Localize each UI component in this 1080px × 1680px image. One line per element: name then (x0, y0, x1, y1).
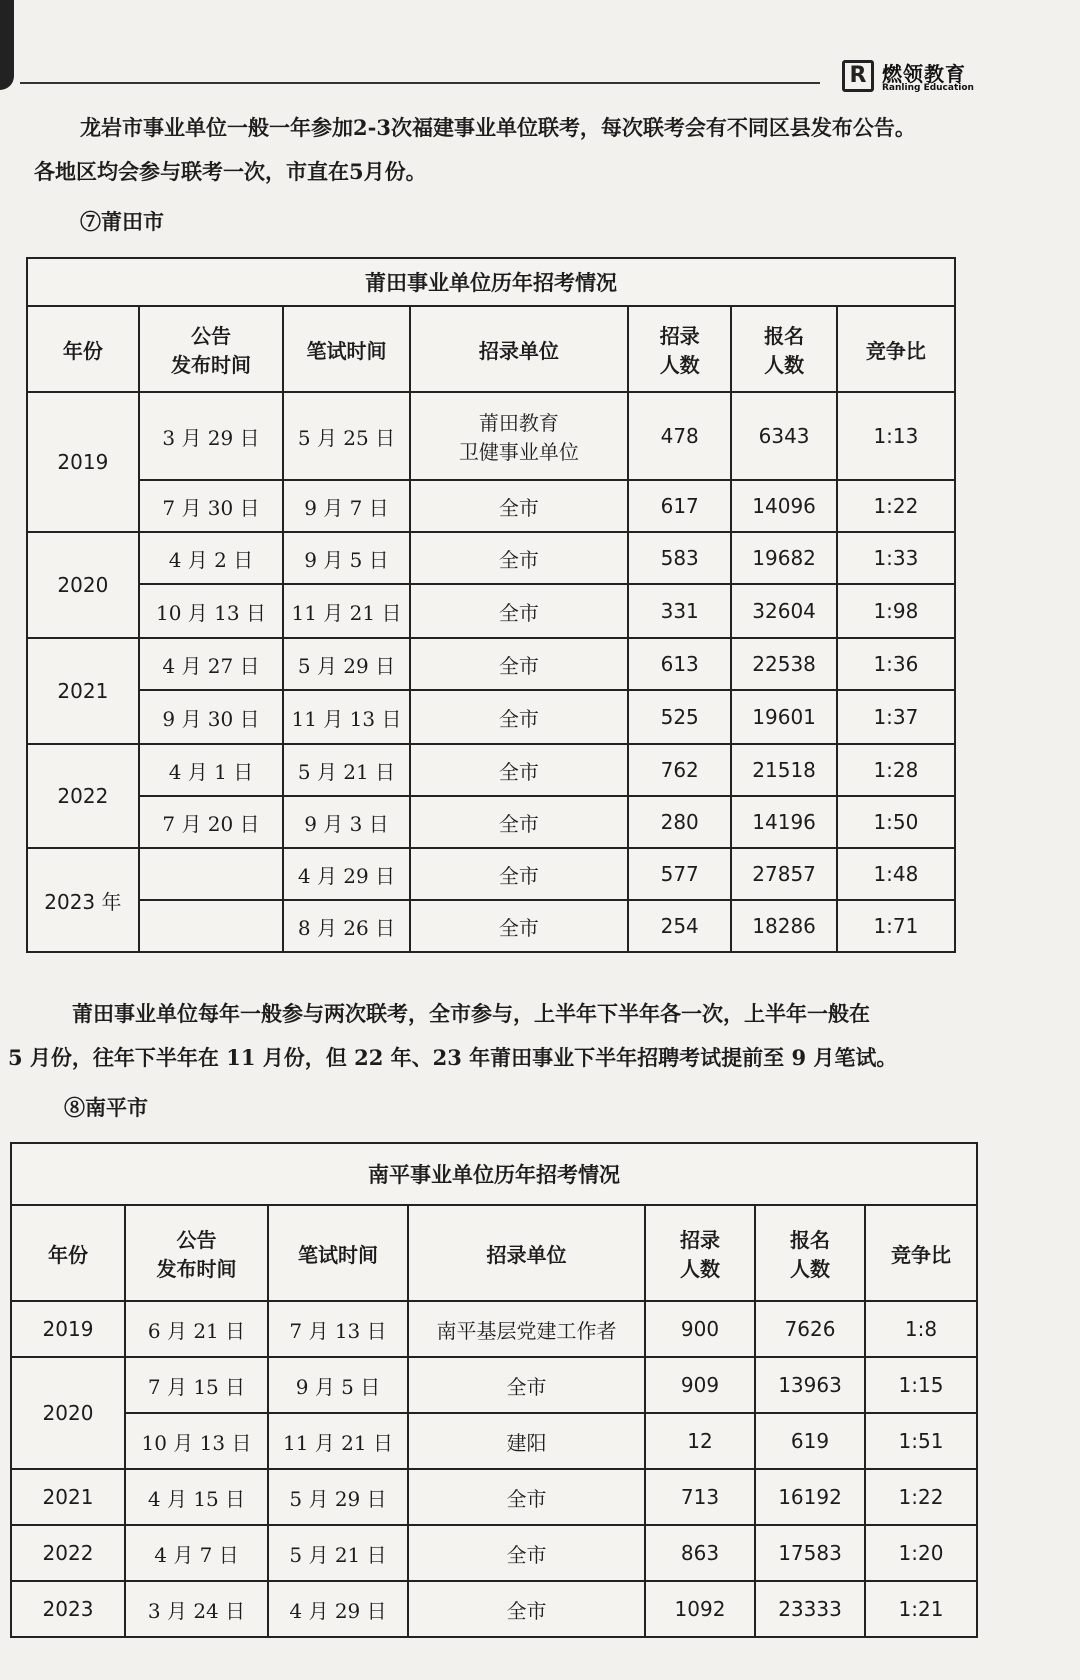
ratio-cell: 1:22 (837, 480, 955, 532)
ratio-cell: 1:28 (837, 744, 955, 796)
year-cell: 2023 (11, 1581, 125, 1637)
ratio-cell: 1:48 (837, 848, 955, 900)
year-cell: 2019 (27, 392, 139, 532)
recruit-cell: 525 (628, 690, 731, 744)
exam-cell: 4 月 29 日 (268, 1581, 408, 1637)
recruit-cell: 1092 (645, 1581, 755, 1637)
year-cell: 2022 (27, 744, 139, 848)
year-cell: 2020 (27, 532, 139, 638)
table-row (27, 690, 955, 744)
apply-cell: 22538 (731, 638, 836, 690)
recruit-cell: 577 (628, 848, 731, 900)
apply-cell: 19682 (731, 532, 836, 584)
exam-cell: 11 月 21 日 (283, 584, 410, 638)
unit-cell: 全市 (410, 744, 628, 796)
announce-cell: 4 月 27 日 (139, 638, 283, 690)
table-row (27, 638, 955, 690)
recruit-cell: 762 (628, 744, 731, 796)
table-row (27, 584, 955, 638)
recruit-cell: 331 (628, 584, 731, 638)
logo-subtitle: Ranling Education (882, 83, 974, 93)
col-exam: 笔试时间 (268, 1205, 408, 1301)
apply-cell: 7626 (755, 1301, 865, 1357)
exam-cell: 5 月 21 日 (283, 744, 410, 796)
logo-icon: R (842, 60, 874, 92)
unit-cell: 全市 (410, 690, 628, 744)
unit-cell: 全市 (408, 1357, 645, 1413)
ratio-cell: 1:50 (837, 796, 955, 848)
year-cell: 2021 (27, 638, 139, 744)
apply-cell: 13963 (755, 1357, 865, 1413)
apply-cell: 6343 (731, 392, 836, 480)
table-row (27, 392, 955, 480)
unit-cell: 全市 (410, 532, 628, 584)
apply-cell: 19601 (731, 690, 836, 744)
year-cell: 2023 年 (27, 848, 139, 952)
table-row (27, 900, 955, 952)
table-row (11, 1525, 977, 1581)
page-corner-decoration (0, 0, 14, 90)
announce-cell (139, 900, 283, 952)
table-row (27, 848, 955, 900)
unit-cell: 全市 (408, 1581, 645, 1637)
col-recruit: 招录 人数 (645, 1205, 755, 1301)
recruit-cell: 478 (628, 392, 731, 480)
unit-cell: 全市 (408, 1469, 645, 1525)
col-year: 年份 (27, 306, 139, 392)
announce-cell: 4 月 15 日 (125, 1469, 268, 1525)
recruit-cell: 280 (628, 796, 731, 848)
col-year: 年份 (11, 1205, 125, 1301)
apply-cell: 23333 (755, 1581, 865, 1637)
ratio-cell: 1:33 (837, 532, 955, 584)
table-row (27, 480, 955, 532)
ratio-cell: 1:71 (837, 900, 955, 952)
col-recruit: 招录 人数 (628, 306, 731, 392)
recruit-cell: 12 (645, 1413, 755, 1469)
putian-header-row (27, 306, 955, 392)
unit-cell: 全市 (410, 480, 628, 532)
announce-cell: 9 月 30 日 (139, 690, 283, 744)
announce-cell (139, 848, 283, 900)
exam-cell: 5 月 29 日 (283, 638, 410, 690)
col-apply: 报名 人数 (755, 1205, 865, 1301)
announce-cell: 7 月 30 日 (139, 480, 283, 532)
ratio-cell: 1:36 (837, 638, 955, 690)
ratio-cell: 1:21 (865, 1581, 977, 1637)
unit-cell: 全市 (410, 848, 628, 900)
ratio-cell: 1:51 (865, 1413, 977, 1469)
table-row (11, 1301, 977, 1357)
intro-line-2: 各地区均会参与联考一次，市直在5月份。 (34, 159, 427, 184)
announce-cell: 3 月 24 日 (125, 1581, 268, 1637)
announce-cell: 4 月 7 日 (125, 1525, 268, 1581)
announce-cell: 3 月 29 日 (139, 392, 283, 480)
header-rule (20, 82, 820, 84)
recruit-cell: 900 (645, 1301, 755, 1357)
unit-cell: 全市 (408, 1525, 645, 1581)
recruit-cell: 863 (645, 1525, 755, 1581)
table-row (11, 1413, 977, 1469)
table-row (27, 796, 955, 848)
exam-cell: 5 月 21 日 (268, 1525, 408, 1581)
apply-cell: 32604 (731, 584, 836, 638)
exam-cell: 4 月 29 日 (283, 848, 410, 900)
exam-cell: 9 月 3 日 (283, 796, 410, 848)
table-row (11, 1581, 977, 1637)
unit-cell: 全市 (410, 638, 628, 690)
exam-cell: 9 月 7 日 (283, 480, 410, 532)
putian-table (26, 257, 956, 953)
recruit-cell: 617 (628, 480, 731, 532)
apply-cell: 14196 (731, 796, 836, 848)
announce-cell: 6 月 21 日 (125, 1301, 268, 1357)
ratio-cell: 1:37 (837, 690, 955, 744)
unit-cell: 全市 (410, 796, 628, 848)
col-unit: 招录单位 (408, 1205, 645, 1301)
table-row (11, 1469, 977, 1525)
apply-cell: 18286 (731, 900, 836, 952)
ratio-cell: 1:13 (837, 392, 955, 480)
col-announce: 公告 发布时间 (125, 1205, 268, 1301)
ratio-cell: 1:98 (837, 584, 955, 638)
announce-cell: 10 月 13 日 (125, 1413, 268, 1469)
recruit-cell: 254 (628, 900, 731, 952)
apply-cell: 619 (755, 1413, 865, 1469)
apply-cell: 14096 (731, 480, 836, 532)
ratio-cell: 1:22 (865, 1469, 977, 1525)
nanping-table (10, 1142, 978, 1638)
table-row (11, 1357, 977, 1413)
year-cell: 2021 (11, 1469, 125, 1525)
apply-cell: 17583 (755, 1525, 865, 1581)
col-announce: 公告 发布时间 (139, 306, 283, 392)
putian-note-line-2: 5 月份，往年下半年在 11 月份，但 22 年、23 年莆田事业下半年招聘考试提前至 9 月笔试。 (8, 1045, 898, 1070)
year-cell: 2019 (11, 1301, 125, 1357)
nanping-table-title: 南平事业单位历年招考情况 (11, 1143, 977, 1205)
col-unit: 招录单位 (410, 306, 628, 392)
exam-cell: 9 月 5 日 (283, 532, 410, 584)
brand-logo (842, 58, 1042, 98)
exam-cell: 5 月 29 日 (268, 1469, 408, 1525)
announce-cell: 4 月 2 日 (139, 532, 283, 584)
putian-table-title: 莆田事业单位历年招考情况 (27, 258, 955, 306)
nanping-header-row (11, 1205, 977, 1301)
apply-cell: 16192 (755, 1469, 865, 1525)
unit-cell: 莆田教育 卫健事业单位 (410, 392, 628, 480)
nanping-heading: ⑧南平市 (64, 1095, 148, 1120)
exam-cell: 5 月 25 日 (283, 392, 410, 480)
announce-cell: 4 月 1 日 (139, 744, 283, 796)
recruit-cell: 583 (628, 532, 731, 584)
recruit-cell: 713 (645, 1469, 755, 1525)
exam-cell: 7 月 13 日 (268, 1301, 408, 1357)
ratio-cell: 1:8 (865, 1301, 977, 1357)
col-exam: 笔试时间 (283, 306, 410, 392)
intro-line-1: 龙岩市事业单位一般一年参加2-3次福建事业单位联考，每次联考会有不同区县发布公告。 (80, 115, 916, 140)
col-ratio: 竞争比 (865, 1205, 977, 1301)
unit-cell: 建阳 (408, 1413, 645, 1469)
apply-cell: 21518 (731, 744, 836, 796)
apply-cell: 27857 (731, 848, 836, 900)
table-row (27, 744, 955, 796)
exam-cell: 11 月 13 日 (283, 690, 410, 744)
col-apply: 报名 人数 (731, 306, 836, 392)
recruit-cell: 613 (628, 638, 731, 690)
exam-cell: 8 月 26 日 (283, 900, 410, 952)
table-row (27, 532, 955, 584)
exam-cell: 11 月 21 日 (268, 1413, 408, 1469)
announce-cell: 7 月 15 日 (125, 1357, 268, 1413)
unit-cell: 全市 (410, 584, 628, 638)
unit-cell: 全市 (410, 900, 628, 952)
unit-cell: 南平基层党建工作者 (408, 1301, 645, 1357)
putian-note-line-1: 莆田事业单位每年一般参与两次联考，全市参与，上半年下半年各一次，上半年一般在 (72, 1001, 870, 1026)
year-cell: 2022 (11, 1525, 125, 1581)
year-cell: 2020 (11, 1357, 125, 1469)
recruit-cell: 909 (645, 1357, 755, 1413)
announce-cell: 7 月 20 日 (139, 796, 283, 848)
exam-cell: 9 月 5 日 (268, 1357, 408, 1413)
col-ratio: 竞争比 (837, 306, 955, 392)
ratio-cell: 1:20 (865, 1525, 977, 1581)
ratio-cell: 1:15 (865, 1357, 977, 1413)
announce-cell: 10 月 13 日 (139, 584, 283, 638)
putian-heading: ⑦莆田市 (80, 209, 164, 234)
logo-name: 燃领教育 (882, 62, 966, 86)
